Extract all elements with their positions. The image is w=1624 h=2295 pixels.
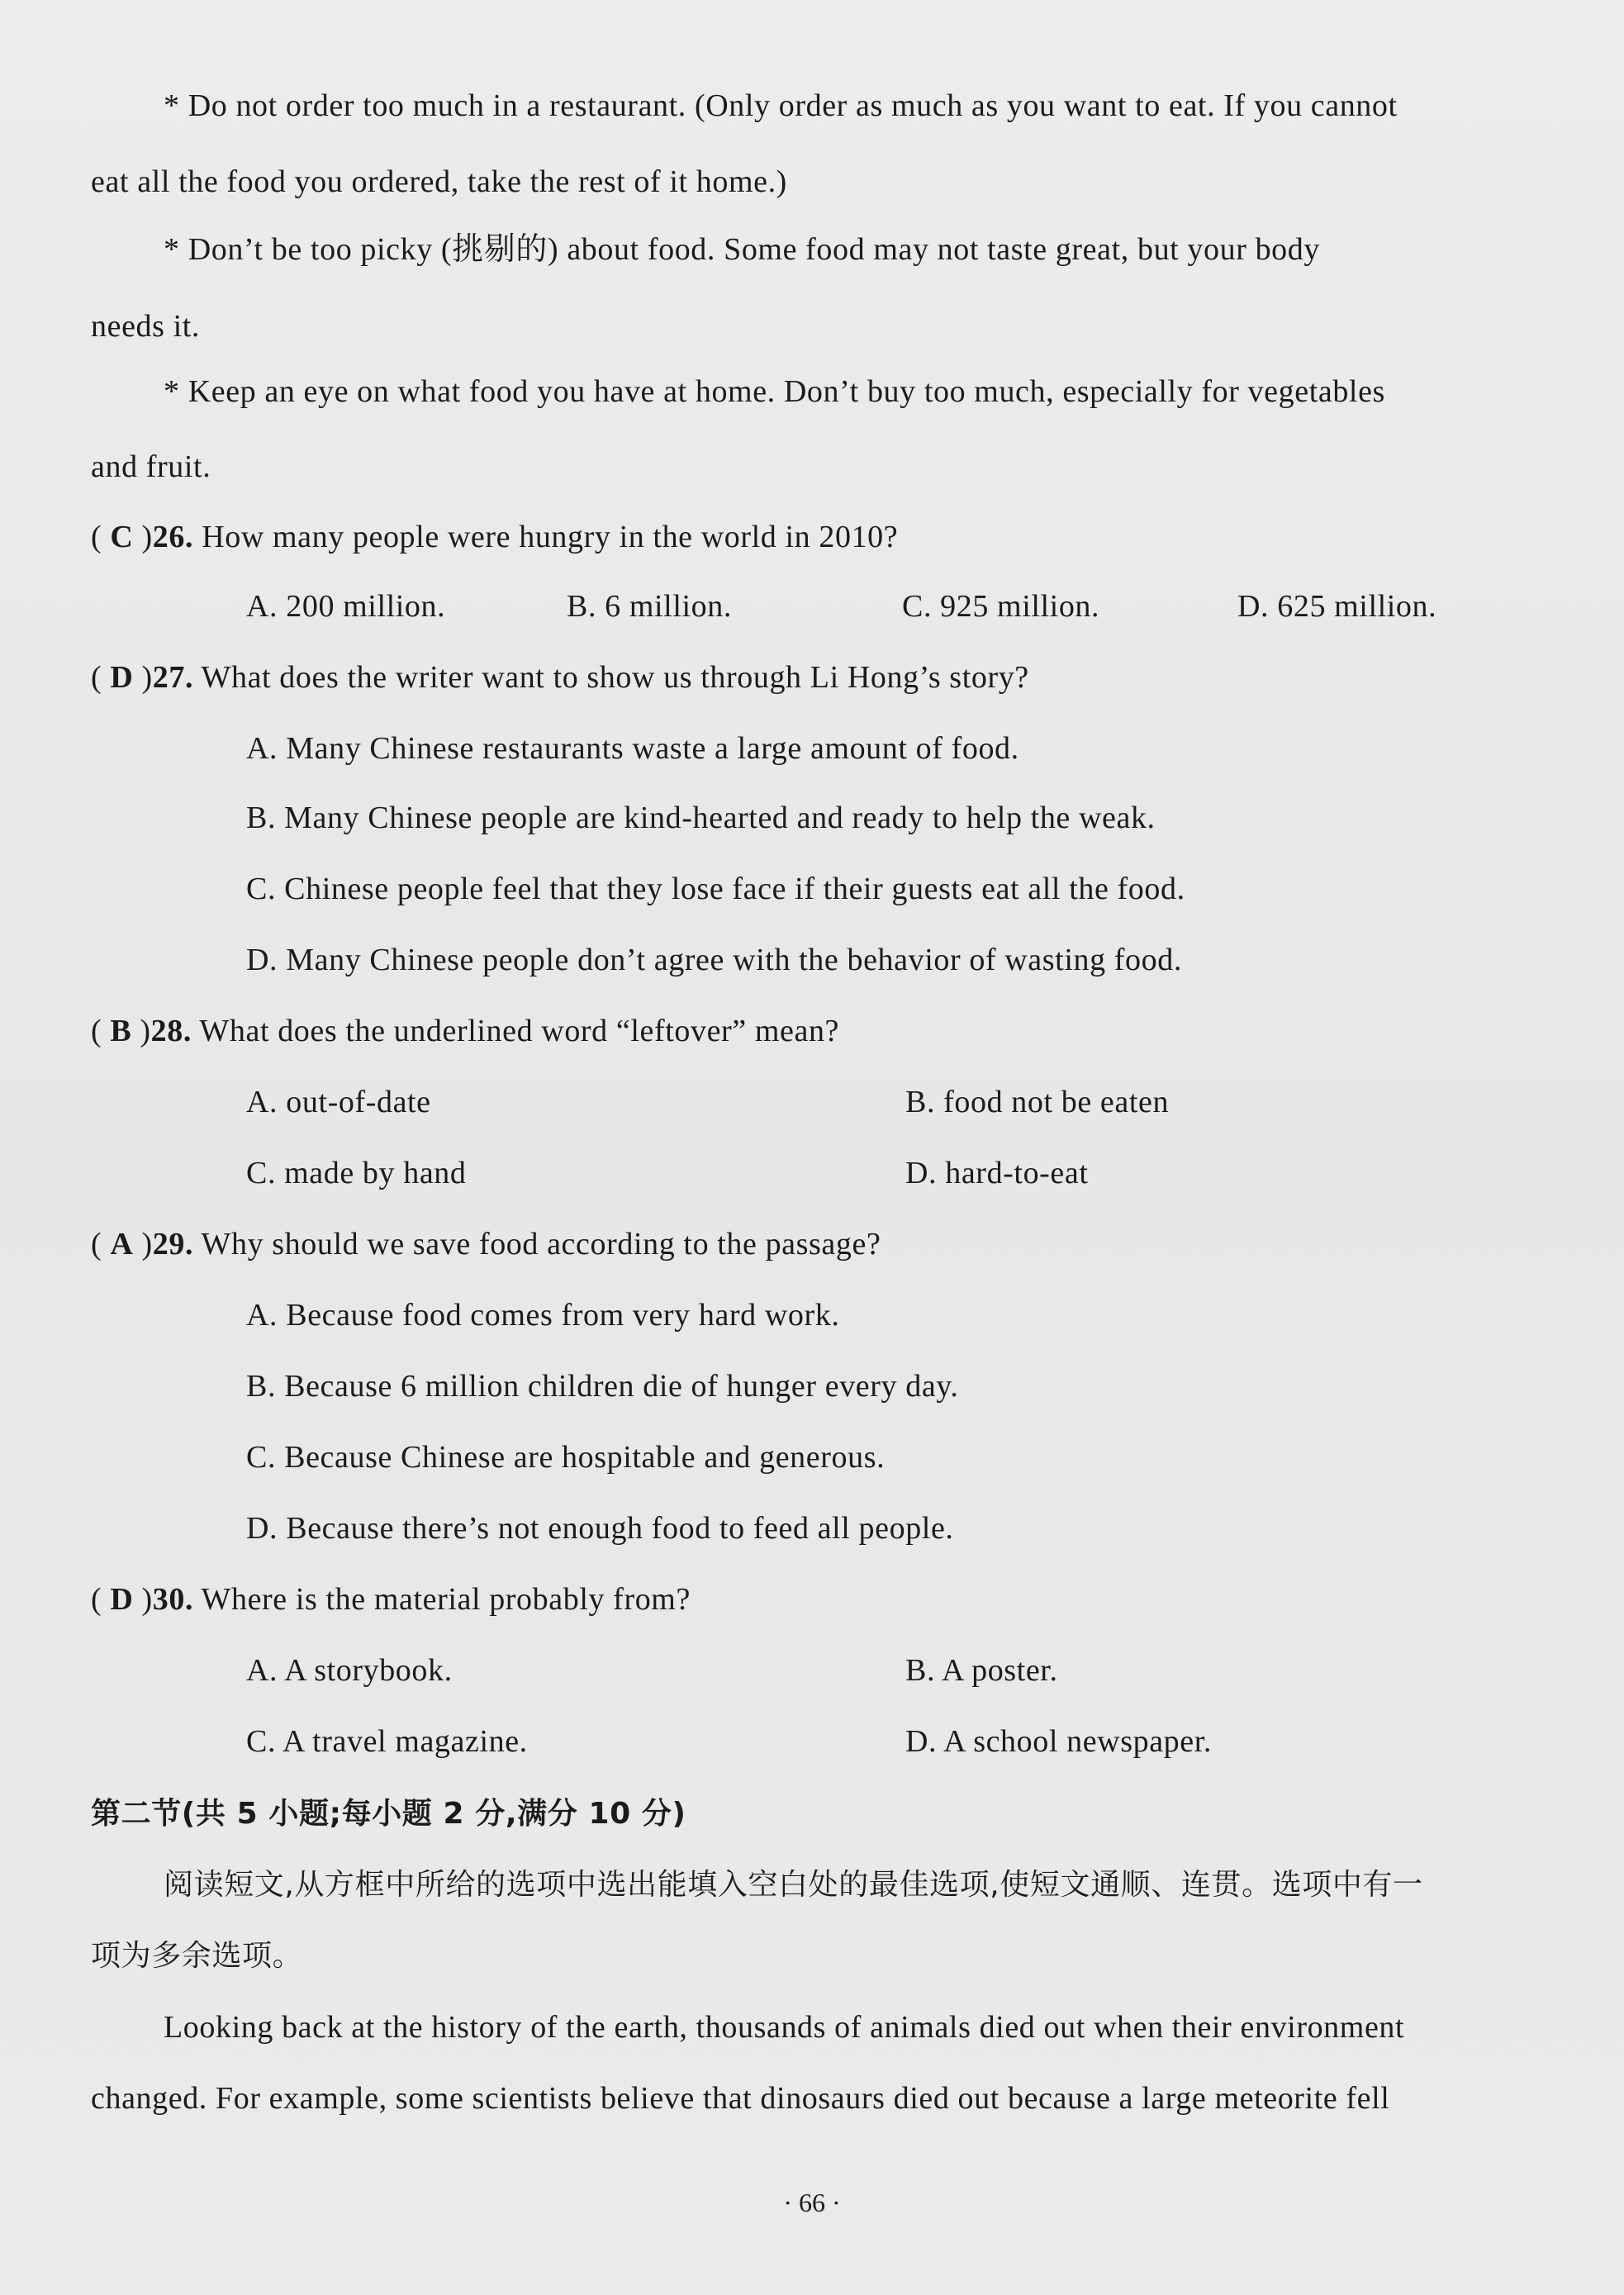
q29-option-c: C. Because Chinese are hospitable and generous.: [246, 1440, 886, 1475]
tip-3-line-1: * Keep an eye on what food you have at home. Don’t buy too much, especially for vegetables: [164, 374, 1385, 409]
q28-option-d: D. hard-to-eat: [905, 1156, 1089, 1190]
answer-30: D: [110, 1582, 134, 1617]
tip-1-line-2: eat all the food you ordered, take the rest of it home.): [91, 164, 787, 199]
q26-option-a: A. 200 million.: [246, 589, 446, 624]
tip-1-line-1: * Do not order too much in a restaurant. (Only order as much as you want to eat. If you cannot: [164, 88, 1398, 123]
q29-option-d: D. Because there’s not enough food to feed all people.: [246, 1511, 954, 1546]
q27-option-a: A. Many Chinese restaurants waste a large amount of food.: [246, 731, 1019, 766]
q29-option-a: A. Because food comes from very hard work.: [246, 1298, 840, 1333]
question-29-text: Why should we save food according to the passage?: [201, 1227, 881, 1262]
question-30: ( D )30. Where is the material probably from?: [91, 1582, 691, 1617]
q26-option-c: C. 925 million.: [902, 589, 1100, 624]
q28-option-b: B. food not be eaten: [905, 1085, 1170, 1119]
question-29: ( A )29. Why should we save food according to the passage?: [91, 1227, 881, 1262]
answer-28: B: [110, 1014, 132, 1048]
q27-option-d: D. Many Chinese people don’t agree with the behavior of wasting food.: [246, 943, 1182, 977]
page-number: · 66 ·: [783, 2188, 841, 2217]
q26-option-d: D. 625 million.: [1237, 589, 1437, 624]
q28-option-a: A. out-of-date: [246, 1085, 431, 1119]
question-26-text: How many people were hungry in the world in 2010?: [202, 520, 899, 554]
question-26-number: 26.: [152, 520, 194, 554]
q27-option-b: B. Many Chinese people are kind-hearted and ready to help the weak.: [246, 801, 1156, 835]
tip-3-line-2: and fruit.: [91, 449, 211, 484]
q29-option-b: B. Because 6 million children die of hunger every day.: [246, 1369, 959, 1404]
section-2-title: 第二节(共 5 小题;每小题 2 分,满分 10 分): [91, 1797, 686, 1831]
q30-option-d: D. A school newspaper.: [905, 1724, 1212, 1759]
answer-29: A: [110, 1227, 134, 1262]
q30-option-b: B. A poster.: [905, 1653, 1058, 1688]
section-2-instruction-line-1: 阅读短文,从方框中所给的选项中选出能填入空白处的最佳选项,使短文通顺、连贯。选项中有一: [164, 1868, 1423, 1902]
question-28-number: 28.: [150, 1014, 192, 1048]
q30-option-c: C. A travel magazine.: [246, 1724, 528, 1759]
section-2-instruction-line-2: 项为多余选项。: [91, 1939, 303, 1973]
answer-26: C: [110, 520, 134, 554]
question-28: ( B )28. What does the underlined word “leftover” mean?: [91, 1014, 840, 1048]
question-30-number: 30.: [152, 1582, 194, 1617]
question-27-text: What does the writer want to show us through Li Hong’s story?: [201, 660, 1029, 695]
question-29-number: 29.: [152, 1227, 194, 1262]
question-28-text: What does the underlined word “leftover” mean?: [199, 1014, 840, 1048]
section-2-passage-line-2: changed. For example, some scientists believe that dinosaurs died out because a large meteorite fell: [91, 2081, 1390, 2116]
q27-option-c: C. Chinese people feel that they lose face if their guests eat all the food.: [246, 872, 1185, 906]
q26-option-b: B. 6 million.: [567, 589, 732, 624]
answer-27: D: [110, 660, 134, 695]
question-27: ( D )27. What does the writer want to show us through Li Hong’s story?: [91, 660, 1029, 695]
question-26: ( C )26. How many people were hungry in the world in 2010?: [91, 520, 899, 554]
question-30-text: Where is the material probably from?: [201, 1582, 691, 1617]
q28-option-c: C. made by hand: [246, 1156, 467, 1190]
tip-2-line-2: needs it.: [91, 309, 201, 344]
question-27-number: 27.: [152, 660, 194, 695]
tip-2-line-1: * Don’t be too picky (挑剔的) about food. Some food may not taste great, but your body: [164, 232, 1320, 267]
section-2-passage-line-1: Looking back at the history of the earth, thousands of animals died out when their environment: [164, 2010, 1405, 2045]
q30-option-a: A. A storybook.: [246, 1653, 453, 1688]
